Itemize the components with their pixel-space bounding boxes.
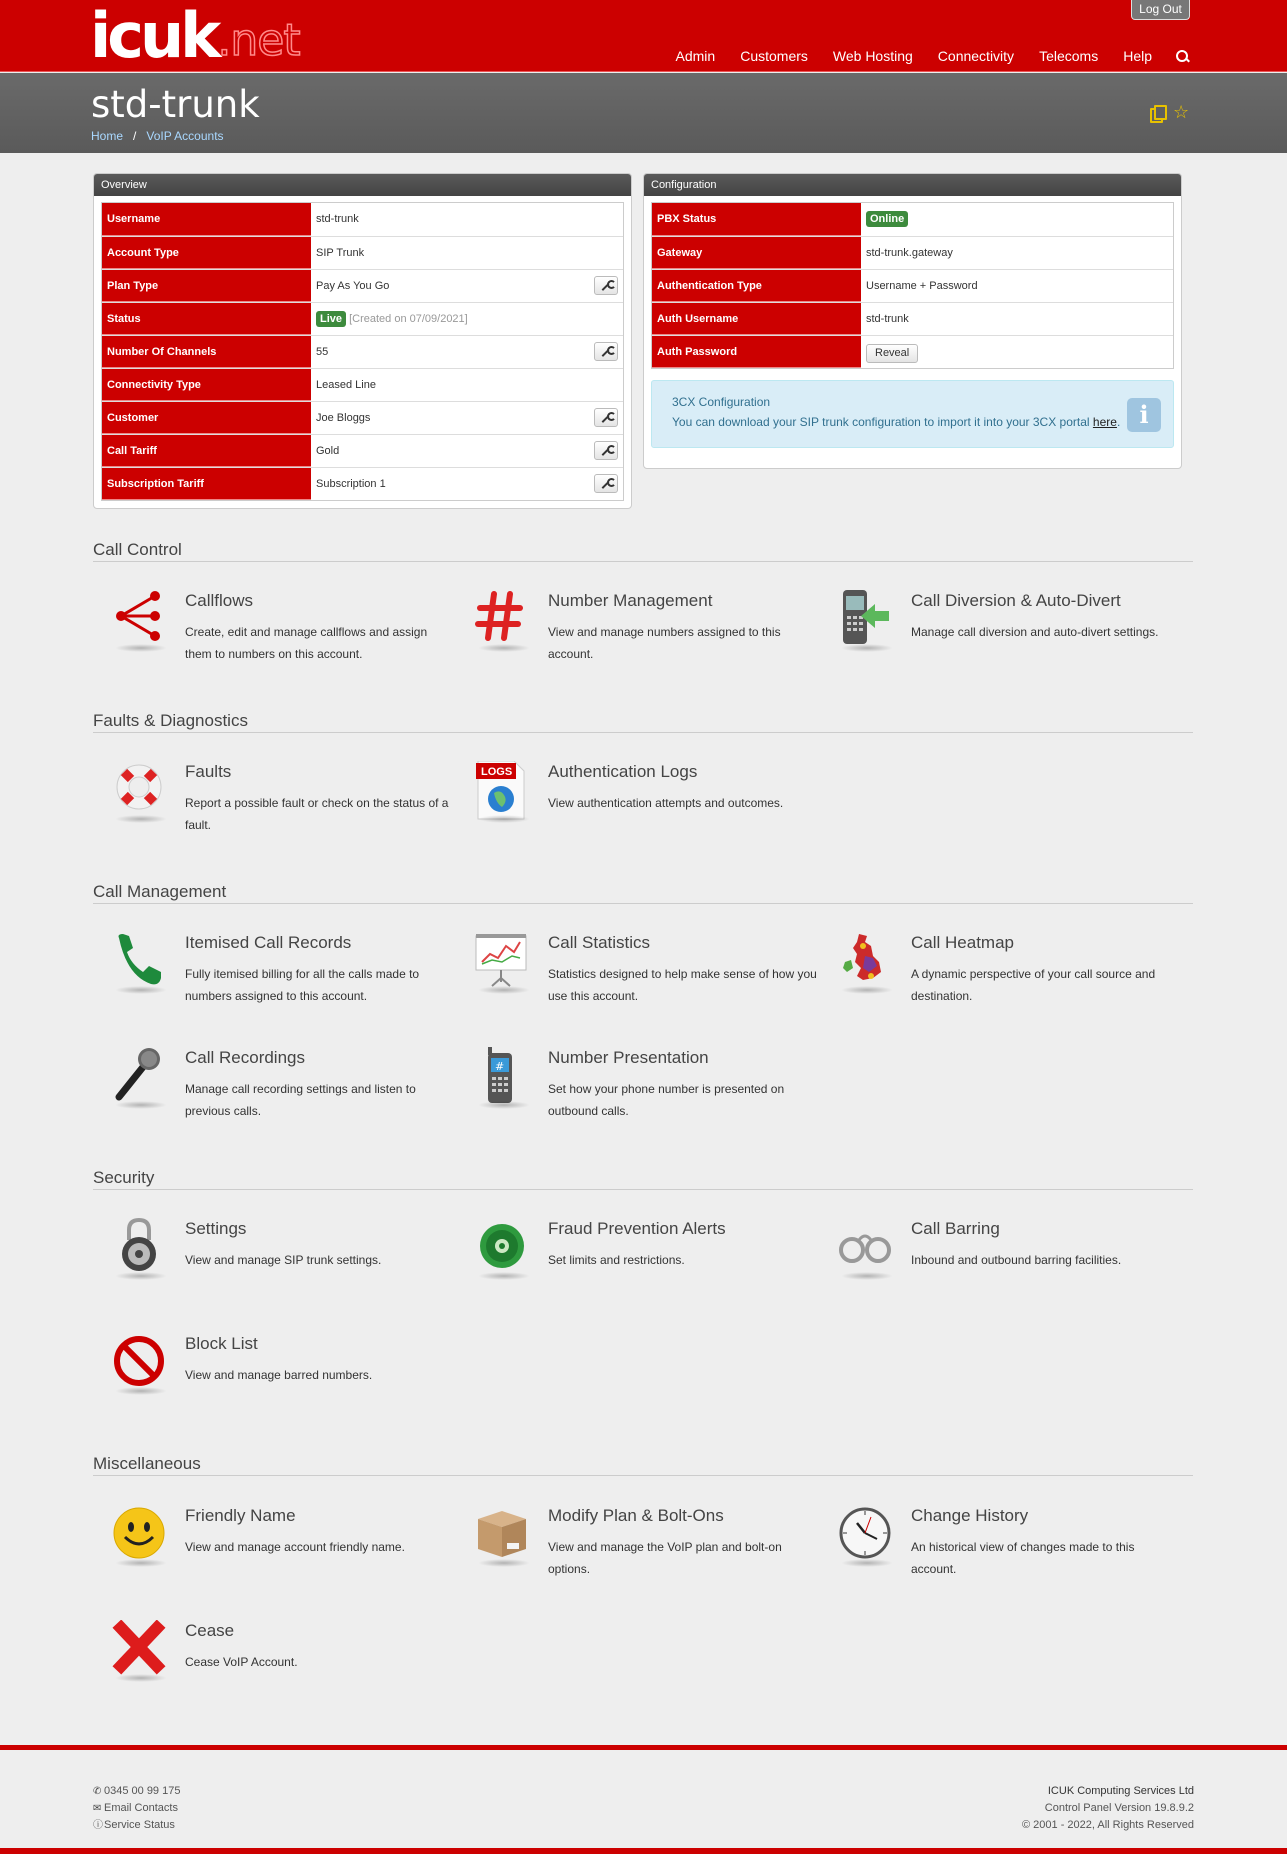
row-value <box>311 237 623 269</box>
tile-authentication-logs[interactable] <box>456 761 806 841</box>
row-value <box>311 203 623 236</box>
edit-plan-type-wrench-icon[interactable] <box>594 276 618 295</box>
tile-cease[interactable] <box>93 1620 443 1700</box>
row-label: Call Tariff <box>102 435 311 467</box>
row-label: Gateway <box>652 237 861 269</box>
red-x-icon <box>111 1620 167 1682</box>
info-icon: i <box>1127 398 1161 432</box>
row-value <box>311 336 623 368</box>
edit-call-tariff-wrench-icon[interactable] <box>594 441 618 460</box>
padlock-icon <box>111 1218 167 1280</box>
tile-title: Change History <box>911 1506 1029 1525</box>
smiley-icon <box>111 1505 167 1567</box>
tile-description: Manage call diversion and auto-divert settings. <box>911 625 1159 639</box>
logo-suffix-text: .net <box>217 15 300 66</box>
table-row <box>102 401 623 434</box>
main-nav <box>651 48 1190 64</box>
nav-help[interactable]: Help <box>1123 48 1152 64</box>
row-value <box>861 237 1173 269</box>
table-row <box>102 467 623 500</box>
table-row <box>652 203 1173 236</box>
footer-status-link[interactable]: Service Status <box>104 1819 175 1831</box>
row-value <box>311 303 623 335</box>
section-call-control: Call Control <box>93 540 1193 562</box>
tile-description: Fully itemised billing for all the calls made to numbers assigned to this account. <box>185 967 420 1003</box>
tile-call-recordings[interactable] <box>93 1047 443 1127</box>
tile-description: View and manage account friendly name. <box>185 1540 405 1554</box>
row-label: Status <box>102 303 311 335</box>
footer-right <box>1022 1783 1194 1834</box>
nav-telecoms[interactable]: Telecoms <box>1039 48 1099 64</box>
alarm-icon <box>474 1218 530 1280</box>
tile-settings[interactable] <box>93 1218 443 1298</box>
row-label: Authentication Type <box>652 270 861 302</box>
tile-title: Call Barring <box>911 1219 1000 1238</box>
username-value: std-trunk <box>316 213 359 225</box>
status-badge: Live <box>316 311 346 327</box>
footer-copyright: © 2001 - 2022, All Rights Reserved <box>1022 1819 1194 1831</box>
footer-company: ICUK Computing Services Ltd <box>1047 1785 1194 1797</box>
logout-button[interactable]: Log Out <box>1131 0 1190 20</box>
phone-divert-icon <box>837 590 893 652</box>
clock-icon <box>837 1505 893 1567</box>
breadcrumb-separator: / <box>133 129 137 143</box>
tile-change-history[interactable] <box>819 1505 1169 1585</box>
chart-board-icon <box>474 932 530 994</box>
tile-title: Call Diversion & Auto-Divert <box>911 591 1121 610</box>
footer-email-link[interactable]: Email Contacts <box>104 1802 178 1814</box>
row-label: Customer <box>102 402 311 434</box>
configuration-panel-title: Configuration <box>644 174 1181 196</box>
row-value <box>861 303 1173 335</box>
tile-call-diversion[interactable] <box>819 590 1169 670</box>
auth-username-value: std-trunk <box>866 313 909 325</box>
channels-value: 55 <box>316 346 329 358</box>
icon-shadow <box>115 1101 167 1109</box>
edit-channels-wrench-icon[interactable] <box>594 342 618 361</box>
logs-icon <box>474 761 530 823</box>
gateway-value: std-trunk.gateway <box>866 247 953 259</box>
icon-shadow <box>115 1387 167 1395</box>
tile-description: Inbound and outbound barring facilities. <box>911 1253 1122 1267</box>
section-miscellaneous: Miscellaneous <box>93 1454 1193 1476</box>
account-type-value: SIP Trunk <box>316 247 365 259</box>
overview-panel-title: Overview <box>94 174 631 196</box>
tile-callflows[interactable] <box>93 590 443 670</box>
tile-title: Authentication Logs <box>548 762 698 781</box>
auth-type-value: Username + Password <box>866 280 978 292</box>
overview-table <box>101 202 624 501</box>
hash-icon <box>474 590 530 652</box>
row-value <box>861 270 1173 302</box>
logs-icon-label: LOGS <box>481 766 513 778</box>
top-bar <box>0 0 1287 72</box>
footer <box>0 1750 1287 1848</box>
copy-icon[interactable] <box>1150 105 1165 120</box>
row-label: Plan Type <box>102 270 311 302</box>
tile-itemised-call-records[interactable] <box>93 932 443 1012</box>
call-tariff-value: Gold <box>316 445 340 457</box>
breadcrumb-voip-accounts[interactable]: VoIP Accounts <box>146 129 224 143</box>
configuration-table <box>651 202 1174 369</box>
section-faults-diagnostics: Faults & Diagnostics <box>93 711 1193 733</box>
info-body-end: . <box>1116 415 1121 429</box>
tile-title: Call Heatmap <box>911 933 1014 952</box>
icon-shadow <box>478 1559 530 1567</box>
icon-shadow <box>841 1272 893 1280</box>
tile-description: View and manage barred numbers. <box>185 1368 373 1382</box>
tile-call-barring[interactable] <box>819 1218 1169 1298</box>
icon-shadow <box>115 644 167 652</box>
nav-web-hosting[interactable]: Web Hosting <box>832 48 913 64</box>
tile-title: Settings <box>185 1219 247 1238</box>
tile-description: Report a possible fault or check on the status of a fault. <box>185 796 449 832</box>
box-icon <box>474 1505 530 1567</box>
tile-title: Itemised Call Records <box>185 933 352 952</box>
row-label: Number Of Channels <box>102 336 311 368</box>
tile-call-heatmap[interactable] <box>819 932 1169 1012</box>
tile-modify-plan[interactable] <box>456 1505 806 1585</box>
tile-friendly-name[interactable] <box>93 1505 443 1585</box>
nav-connectivity[interactable]: Connectivity <box>937 48 1015 64</box>
tile-title: Number Presentation <box>548 1048 709 1067</box>
row-label: Auth Password <box>652 336 861 368</box>
row-label: Connectivity Type <box>102 369 311 401</box>
table-row <box>652 269 1173 302</box>
breadcrumb <box>91 129 224 143</box>
phone-icon: ✆ <box>93 1786 102 1797</box>
row-value <box>311 270 623 302</box>
icon-shadow <box>115 1559 167 1567</box>
search-icon[interactable] <box>1176 50 1190 64</box>
pbx-status-badge: Online <box>866 211 908 227</box>
tile-title: Modify Plan & Bolt-Ons <box>548 1506 724 1525</box>
info-body-text: You can download your SIP trunk configuration to import it into your 3CX portal <box>672 415 1093 429</box>
row-label: PBX Status <box>652 203 861 236</box>
tile-title: Call Statistics <box>548 933 651 952</box>
tile-title: Faults <box>185 762 232 781</box>
star-icon[interactable]: ☆ <box>1173 102 1190 123</box>
table-row <box>652 302 1173 335</box>
icon-shadow <box>478 815 530 823</box>
tile-description: Create, edit and manage callflows and assign them to numbers on this account. <box>185 625 428 661</box>
heatmap-icon <box>837 932 893 994</box>
handset-icon <box>111 932 167 994</box>
overview-panel <box>93 173 632 509</box>
table-row <box>102 335 623 368</box>
tile-description: Cease VoIP Account. <box>185 1655 298 1669</box>
tile-title: Fraud Prevention Alerts <box>548 1219 726 1238</box>
svg-text:#: # <box>495 1060 505 1073</box>
connectivity-type-value: Leased Line <box>316 379 376 391</box>
handcuffs-icon <box>837 1218 893 1280</box>
info-body <box>672 415 1120 429</box>
row-value <box>311 369 623 401</box>
tile-number-presentation[interactable] <box>456 1047 806 1127</box>
download-config-link[interactable]: here <box>1092 415 1117 429</box>
tile-number-management[interactable] <box>456 590 806 670</box>
reveal-password-button[interactable]: Reveal <box>866 344 918 363</box>
row-value <box>311 468 623 500</box>
lifebuoy-icon <box>111 761 167 823</box>
row-label: Subscription Tariff <box>102 468 311 500</box>
footer-version: Control Panel Version 19.8.9.2 <box>1044 1802 1194 1814</box>
created-date: [Created on 07/09/2021] <box>349 313 468 325</box>
edit-customer-wrench-icon[interactable] <box>594 408 618 427</box>
title-bar <box>0 73 1287 153</box>
tile-description: View authentication attempts and outcomes. <box>548 796 784 810</box>
icon-shadow <box>478 644 530 652</box>
logo-main-text: icuk <box>90 0 218 72</box>
page-title: std-trunk <box>91 83 260 126</box>
tile-call-statistics[interactable] <box>456 932 817 1012</box>
tile-block-list[interactable] <box>93 1333 443 1413</box>
icon-shadow <box>115 1272 167 1280</box>
row-value <box>311 402 623 434</box>
envelope-icon: ✉ <box>93 1803 102 1814</box>
table-row <box>652 236 1173 269</box>
tile-description: Set how your phone number is presented on outbound calls. <box>548 1082 785 1118</box>
table-row <box>102 368 623 401</box>
info-circle-icon: ⓘ <box>93 1820 103 1831</box>
callflow-icon <box>111 590 167 652</box>
customer-value: Joe Bloggs <box>316 412 371 424</box>
icon-shadow <box>478 1101 530 1109</box>
info-title: 3CX Configuration <box>672 395 771 409</box>
footer-email[interactable] <box>93 1800 180 1817</box>
table-row <box>102 434 623 467</box>
footer-status[interactable] <box>93 1817 180 1834</box>
tile-description: Set limits and restrictions. <box>548 1253 685 1267</box>
table-row <box>102 269 623 302</box>
row-label: Account Type <box>102 237 311 269</box>
tile-description: View and manage numbers assigned to this account. <box>548 625 781 661</box>
table-row <box>102 203 623 236</box>
icon-shadow <box>115 1674 167 1682</box>
nav-customers[interactable]: Customers <box>740 48 808 64</box>
prohibited-icon <box>111 1333 167 1395</box>
icon-shadow <box>478 986 530 994</box>
table-row <box>652 335 1173 368</box>
icon-shadow <box>478 1272 530 1280</box>
footer-left <box>93 1783 180 1834</box>
table-row <box>102 236 623 269</box>
row-value <box>311 435 623 467</box>
plan-type-value: Pay As You Go <box>316 280 390 292</box>
tile-faults[interactable] <box>93 761 449 841</box>
footer-bottom-bar <box>0 1848 1287 1854</box>
icon-shadow <box>115 815 167 823</box>
tile-description: View and manage the VoIP plan and bolt-on options. <box>548 1540 782 1576</box>
edit-subscription-tariff-wrench-icon[interactable] <box>594 474 618 493</box>
breadcrumb-home[interactable]: Home <box>91 129 124 143</box>
row-label: Username <box>102 203 311 236</box>
section-call-management: Call Management <box>93 882 1193 904</box>
microphone-icon <box>111 1047 167 1109</box>
tile-title: Number Management <box>548 591 713 610</box>
tile-title: Block List <box>185 1334 258 1353</box>
icon-shadow <box>841 986 893 994</box>
icuk-logo[interactable] <box>90 0 300 72</box>
tile-description: A dynamic perspective of your call source and destination. <box>911 967 1156 1003</box>
row-label: Auth Username <box>652 303 861 335</box>
icon-shadow <box>841 1559 893 1567</box>
nav-admin[interactable]: Admin <box>675 48 716 64</box>
tile-description: Manage call recording settings and listen to previous calls. <box>185 1082 416 1118</box>
tile-title: Callflows <box>185 591 254 610</box>
subscription-tariff-value: Subscription 1 <box>316 478 386 490</box>
tile-fraud-prevention-alerts[interactable] <box>456 1218 806 1298</box>
footer-phone <box>93 1783 180 1800</box>
row-value <box>861 336 1173 368</box>
table-row <box>102 302 623 335</box>
icon-shadow <box>115 986 167 994</box>
mobile-phone-icon <box>474 1047 530 1109</box>
footer-phone-text: 0345 00 99 175 <box>104 1785 181 1797</box>
section-security: Security <box>93 1168 1193 1190</box>
tile-title: Call Recordings <box>185 1048 305 1067</box>
tile-title: Cease <box>185 1621 235 1640</box>
row-value <box>861 203 1173 236</box>
configuration-panel <box>643 173 1182 469</box>
tile-description: An historical view of changes made to this account. <box>911 1540 1135 1576</box>
title-actions <box>1150 102 1190 123</box>
tile-title: Friendly Name <box>185 1506 296 1525</box>
tile-description: View and manage SIP trunk settings. <box>185 1253 382 1267</box>
icon-shadow <box>841 644 893 652</box>
tile-description: Statistics designed to help make sense of how you use this account. <box>548 967 817 1003</box>
3cx-info-box <box>651 380 1174 448</box>
